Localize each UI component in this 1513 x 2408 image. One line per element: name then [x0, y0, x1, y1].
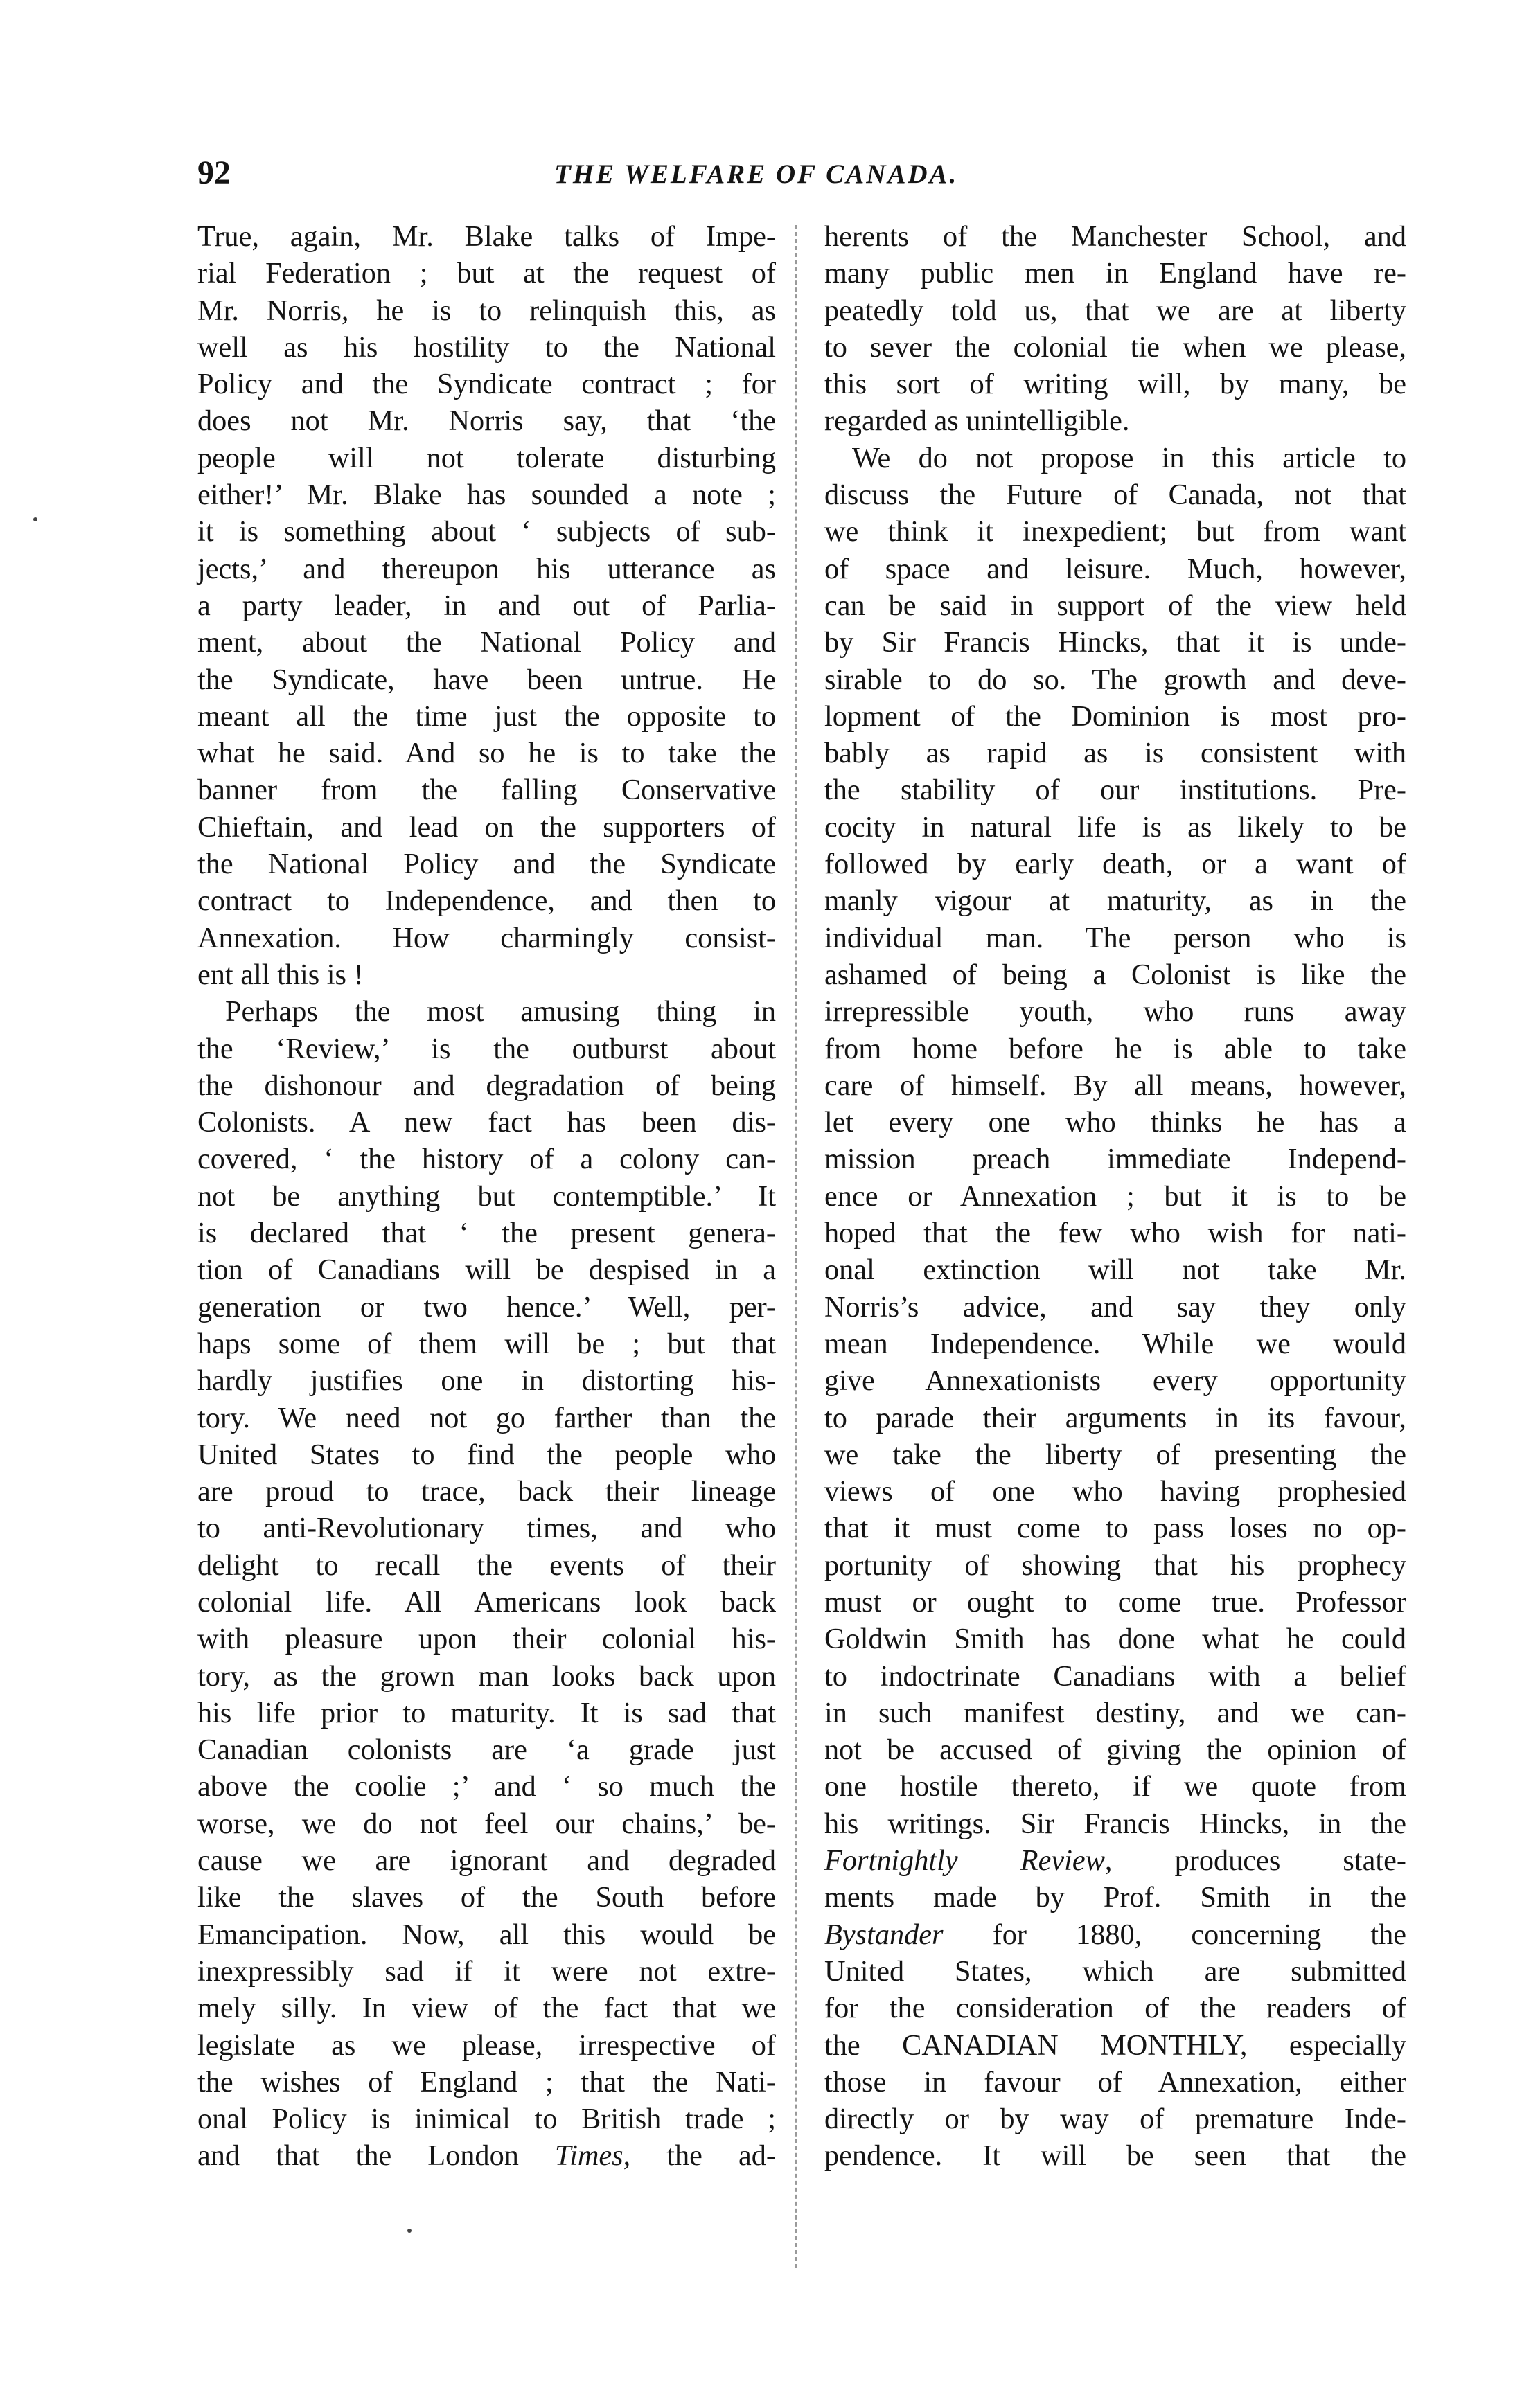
text-line: peatedly told us, that we are at liberty: [824, 294, 1406, 327]
text-line: for the consideration of the readers of: [824, 1992, 1406, 2025]
text-line: followed by early death, or a want of: [824, 848, 1406, 881]
text-line: bably as rapid as is consistent with: [824, 737, 1406, 770]
text-line: a party leader, in and out of Parlia-: [197, 589, 776, 622]
text-line: not be anything but contemptible.’ It: [197, 1179, 776, 1213]
text-line: meant all the time just the opposite to: [197, 699, 776, 733]
text-line: Canadian colonists are ‘a grade just: [197, 1733, 776, 1767]
text-line: hoped that the few who wish for nati-: [824, 1217, 1406, 1250]
text-line: in such manifest destiny, and we can-: [824, 1696, 1406, 1729]
text-line: hardly justifies one in distorting his-: [197, 1364, 776, 1398]
text-line: ent all this is !: [197, 958, 364, 991]
text-line: not be accused of giving the opinion of: [824, 1733, 1406, 1767]
text-line: care of himself. By all means, however,: [824, 1069, 1406, 1102]
text-line: those in favour of Annexation, either: [824, 2065, 1406, 2098]
page-number: 92: [197, 154, 231, 191]
text-line: one hostile thereto, if we quote from: [824, 1770, 1406, 1803]
text-line: delight to recall the events of their: [197, 1549, 776, 1582]
text-line: either!’ Mr. Blake has sounded a note ;: [197, 479, 776, 512]
text-line: the wishes of England ; that the Nati-: [197, 2065, 776, 2098]
text-line: mely silly. In view of the fact that we: [197, 1992, 776, 2025]
text-line: onal Policy is inimical to British trade ;: [197, 2103, 776, 2136]
text-line: contract to Independence, and then to: [197, 884, 776, 918]
text-line: inexpressibly sad if it were not extre-: [197, 1954, 776, 1988]
text-line: banner from the falling Conservative: [197, 774, 776, 807]
text-line: well as his hostility to the National: [197, 330, 776, 364]
text-line: lopment of the Dominion is most pro-: [824, 699, 1406, 733]
text-line: is declared that ‘ the present genera-: [197, 1217, 776, 1250]
running-title: THE WELFARE OF CANADA.: [554, 159, 959, 189]
text-line: irrepressible youth, who runs away: [824, 995, 1406, 1028]
text-line: to anti-Revolutionary times, and who: [197, 1512, 776, 1545]
text-line: mission preach immediate Independ-: [824, 1143, 1406, 1176]
text-line: views of one who having prophesied: [824, 1475, 1406, 1508]
text-line: onal extinction will not take Mr.: [824, 1254, 1406, 1287]
text-line: pendence. It will be seen that the: [824, 2139, 1406, 2173]
text-line: give Annexationists every opportunity: [824, 1364, 1406, 1398]
text-line: colonial life. All Americans look back: [197, 1585, 776, 1618]
right-column: [824, 218, 1406, 2175]
text-line: the dishonour and degradation of being: [197, 1069, 776, 1102]
text-line: can be said in support of the view held: [824, 589, 1406, 622]
text-line: many public men in England have re-: [824, 257, 1406, 290]
text-line: Annexation. How charmingly consist-: [197, 921, 776, 954]
left-column: [197, 218, 776, 2175]
text-line: his writings. Sir Francis Hincks, in the: [824, 1807, 1406, 1840]
text-line: worse, we do not feel our chains,’ be-: [197, 1807, 776, 1840]
text-line: cocity in natural life is as likely to be: [824, 810, 1406, 844]
text-line: we think it inexpedient; but from want: [824, 515, 1406, 549]
text-line: what he said. And so he is to take the: [197, 737, 776, 770]
text-line: does not Mr. Norris say, that ‘the: [197, 404, 776, 438]
text-line: of space and leisure. Much, however,: [824, 552, 1406, 585]
text-line: let every one who thinks he has a: [824, 1106, 1406, 1139]
text-line: Colonists. A new fact has been dis-: [197, 1106, 776, 1139]
text-line: it is something about ‘ subjects of sub-: [197, 515, 776, 549]
text-line: Norris’s advice, and say they only: [824, 1290, 1406, 1323]
text-line: discuss the Future of Canada, not that: [824, 479, 1406, 512]
text-line: portunity of showing that his prophecy: [824, 1549, 1406, 1582]
text-line: must or ought to come true. Professor: [824, 1585, 1406, 1618]
text-line: Policy and the Syndicate contract ; for: [197, 368, 776, 401]
text-line: tory, as the grown man looks back upon: [197, 1659, 776, 1693]
text-line: the CANADIAN MONTHLY, especially: [824, 2028, 1406, 2062]
text-line: we take the liberty of presenting the: [824, 1438, 1406, 1471]
text-line: ence or Annexation ; but it is to be: [824, 1179, 1406, 1213]
text-line: sirable to do so. The growth and deve-: [824, 663, 1406, 696]
text-line: Perhaps the most amusing thing in: [225, 995, 776, 1028]
text-line: the National Policy and the Syndicate: [197, 848, 776, 881]
text-line: True, again, Mr. Blake talks of Impe-: [197, 220, 776, 253]
text-line: from home before he is able to take: [824, 1032, 1406, 1065]
stray-ink-dot: [407, 2229, 412, 2233]
text-line: that it must come to pass loses no op-: [824, 1512, 1406, 1545]
text-line: We do not propose in this article to: [852, 441, 1406, 474]
text-line: Emancipation. Now, all this would be: [197, 1918, 776, 1951]
stray-ink-dot: [33, 517, 37, 521]
text-line: Fortnightly Review, produces state-: [824, 1844, 1406, 1878]
column-separator: [795, 225, 797, 2268]
text-line: the Syndicate, have been untrue. He: [197, 663, 776, 696]
text-line: Bystander for 1880, concerning the: [824, 1918, 1406, 1951]
text-line: ashamed of being a Colonist is like the: [824, 958, 1406, 991]
text-line: Chieftain, and lead on the supporters of: [197, 810, 776, 844]
text-line: the ‘Review,’ is the outburst about: [197, 1032, 776, 1065]
text-line: legislate as we please, irrespective of: [197, 2028, 776, 2062]
text-line: United States to find the people who: [197, 1438, 776, 1471]
text-line: covered, ‘ the history of a colony can-: [197, 1143, 776, 1176]
text-line: tion of Canadians will be despised in a: [197, 1254, 776, 1287]
text-line: to parade their arguments in its favour,: [824, 1401, 1406, 1434]
text-line: are proud to trace, back their lineage: [197, 1475, 776, 1508]
text-line: jects,’ and thereupon his utterance as: [197, 552, 776, 585]
text-line: ments made by Prof. Smith in the: [824, 1881, 1406, 1914]
text-line: Goldwin Smith has done what he could: [824, 1623, 1406, 1656]
text-line: his life prior to maturity. It is sad that: [197, 1696, 776, 1729]
text-line: individual man. The person who is: [824, 921, 1406, 954]
text-line: with pleasure upon their colonial his-: [197, 1623, 776, 1656]
text-line: above the coolie ;’ and ‘ so much the: [197, 1770, 776, 1803]
text-line: cause we are ignorant and degraded: [197, 1844, 776, 1878]
text-line: tory. We need not go farther than the: [197, 1401, 776, 1434]
text-line: this sort of writing will, by many, be: [824, 368, 1406, 401]
text-line: generation or two hence.’ Well, per-: [197, 1290, 776, 1323]
text-line: the stability of our institutions. Pre-: [824, 774, 1406, 807]
text-line: rial Federation ; but at the request of: [197, 257, 776, 290]
text-line: mean Independence. While we would: [824, 1327, 1406, 1360]
text-line: manly vigour at maturity, as in the: [824, 884, 1406, 918]
text-line: to sever the colonial tie when we please,: [824, 330, 1406, 364]
text-line: haps some of them will be ; but that: [197, 1327, 776, 1360]
text-line: Mr. Norris, he is to relinquish this, as: [197, 294, 776, 327]
text-line: people will not tolerate disturbing: [197, 441, 776, 474]
text-line: to indoctrinate Canadians with a belief: [824, 1659, 1406, 1693]
text-line: herents of the Manchester School, and: [824, 220, 1406, 253]
text-line: directly or by way of premature Inde-: [824, 2103, 1406, 2136]
text-line: regarded as unintelligible.: [824, 404, 1130, 438]
text-line: and that the London Times, the ad-: [197, 2139, 776, 2173]
text-line: by Sir Francis Hincks, that it is unde-: [824, 626, 1406, 659]
text-line: ment, about the National Policy and: [197, 626, 776, 659]
text-line: like the slaves of the South before: [197, 1881, 776, 1914]
text-line: United States, which are submitted: [824, 1954, 1406, 1988]
